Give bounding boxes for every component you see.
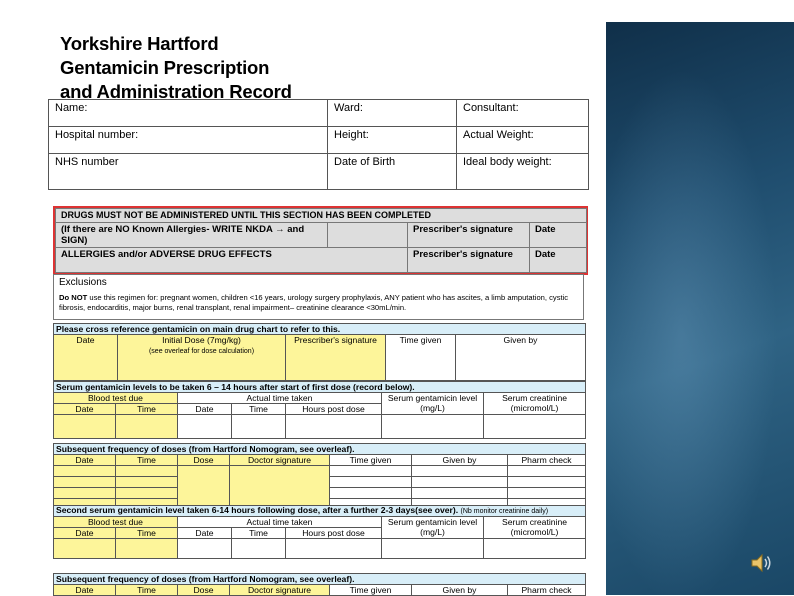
subsequent-doses-table-2 [53,573,586,596]
frequency-header-1: Subsequent frequency of doses (from Hartford Nomogram, see overleaf). [54,444,586,455]
level1-entry[interactable] [232,415,286,439]
ideal-weight-field[interactable]: Ideal body weight: [457,154,589,190]
taken-time-label: Time [232,404,286,415]
freq1-entry[interactable] [54,488,116,499]
name-field[interactable]: Name: [49,100,328,127]
allergies-date[interactable]: Date [530,248,587,273]
freq1-dose-entry[interactable] [178,466,230,510]
second-level-header-text: Second serum gentamicin level taken 6-14 hours following dose, after a further 2-3 days(see over). [56,505,459,515]
freq1-pharm-label: Pharm check [508,455,586,466]
allergies-prescriber-signature[interactable]: Prescriber's signature [408,248,530,273]
level1-entry[interactable] [116,415,178,439]
serum-gentamicin-label-2: Serum gentamicin level (mg/L) [382,517,484,539]
freq1-entry[interactable] [412,488,508,499]
serum-creatinine-label-2: Serum creatinine (micromol/L) [484,517,586,539]
exclusions-text [59,293,578,313]
freq1-dose-label: Dose [178,455,230,466]
due-date-label: Date [54,404,116,415]
freq1-entry[interactable] [508,477,586,488]
freq1-time-given-label: Time given [330,455,412,466]
initial-dose-cell[interactable] [118,335,286,381]
frequency-header-2: Subsequent frequency of doses (from Hartford Nomogram, see overleaf). [54,574,586,585]
consultant-field[interactable]: Consultant: [457,100,589,127]
height-field[interactable]: Height: [328,127,457,154]
level1-entry[interactable] [286,415,382,439]
second-level-table [53,505,586,559]
administration-warning: DRUGS MUST NOT BE ADMINISTERED UNTIL THIS SECTION HAS BEEN COMPLETED [56,209,587,223]
freq1-date-label: Date [54,455,116,466]
dob-field[interactable]: Date of Birth [328,154,457,190]
freq2-dose-label: Dose [178,585,230,596]
level2-entry[interactable] [382,539,484,559]
speaker-icon-graphic [750,552,774,574]
freq2-time-label: Time [116,585,178,596]
due-time-label-2: Time [116,528,178,539]
freq1-given-by-label: Given by [412,455,508,466]
dose-calculation-note: (see overleaf for dose calculation) [148,348,255,355]
initial-time-given-cell[interactable]: Time given [386,335,456,381]
initial-dose-header: Please cross reference gentamicin on main drug chart to refer to this. [54,324,586,335]
document-title [60,32,292,104]
level2-entry[interactable] [286,539,382,559]
nkda-instruction[interactable]: (If there are NO Known Allergies- WRITE NKDA → and SIGN) [56,223,328,248]
level2-entry[interactable] [484,539,586,559]
freq1-doctor-entry[interactable] [230,466,330,510]
title-line-1: Yorkshire Hartford [60,33,219,54]
taken-time-label-2: Time [232,528,286,539]
freq2-date-label: Date [54,585,116,596]
initial-dose-table [53,323,586,381]
freq1-entry[interactable] [116,477,178,488]
hours-post-dose-label-2: Hours post dose [286,528,382,539]
panel-gradient [606,22,794,595]
freq1-entry[interactable] [116,466,178,477]
level2-entry[interactable] [116,539,178,559]
nkda-prescriber-signature[interactable]: Prescriber's signature [408,223,530,248]
freq1-entry[interactable] [54,477,116,488]
freq1-doctor-label: Doctor signature [230,455,330,466]
nhs-number-field[interactable]: NHS number [49,154,328,190]
initial-prescriber-cell[interactable]: Prescriber's signature [286,335,386,381]
speaker-icon[interactable] [750,552,774,574]
patient-details-table [48,99,589,190]
actual-weight-field[interactable]: Actual Weight: [457,127,589,154]
slide-background-panel [606,0,794,595]
actual-time-label: Actual time taken [178,393,382,404]
due-date-label-2: Date [54,528,116,539]
freq1-entry[interactable] [508,466,586,477]
blood-test-due-label-2: Blood test due [54,517,178,528]
freq1-entry[interactable] [412,466,508,477]
freq1-entry[interactable] [330,466,412,477]
freq1-entry[interactable] [54,466,116,477]
exclusions-heading: Exclusions [59,277,107,288]
title-line-3: and Administration Record [60,81,292,102]
level2-entry[interactable] [178,539,232,559]
serum-creatinine-label: Serum creatinine (micromol/L) [484,393,586,415]
initial-dose-label: Initial Dose (7mg/kg) [162,335,241,345]
due-time-label: Time [116,404,178,415]
freq1-entry[interactable] [330,477,412,488]
level2-entry[interactable] [54,539,116,559]
subsequent-doses-table-1 [53,443,586,510]
level1-entry[interactable] [382,415,484,439]
taken-date-label-2: Date [178,528,232,539]
freq2-given-by-label: Given by [412,585,508,596]
actual-time-label-2: Actual time taken [178,517,382,528]
level1-entry[interactable] [54,415,116,439]
title-line-2: Gentamicin Prescription [60,57,270,78]
serum-gentamicin-label: Serum gentamicin level (mg/L) [382,393,484,415]
taken-date-label: Date [178,404,232,415]
initial-given-by-cell[interactable]: Given by [456,335,586,381]
freq2-pharm-label: Pharm check [508,585,586,596]
blood-test-due-label: Blood test due [54,393,178,404]
freq2-time-given-label: Time given [330,585,412,596]
level1-entry[interactable] [178,415,232,439]
panel-top-strip [606,0,794,22]
freq1-entry[interactable] [330,488,412,499]
freq1-entry[interactable] [508,488,586,499]
freq1-entry[interactable] [116,488,178,499]
first-level-table [53,381,586,439]
initial-date-cell[interactable]: Date [54,335,118,381]
second-level-header [54,506,586,517]
first-level-header: Serum gentamicin levels to be taken 6 – 14 hours after start of first dose (record below). [54,382,586,393]
level1-entry[interactable] [484,415,586,439]
exclusions-body: use this regimen for: pregnant women, children <16 years, urology surgery prophylaxis, ANY patient who has ascites, a limb amputation, cystic fibrosis, endocarditis, major burns, renal transplant, renal impairment– creatinine clearance <30mL/min. [59,293,569,312]
hours-post-dose-label: Hours post dose [286,404,382,415]
allergy-table [55,208,587,273]
do-not-label: Do NOT [59,293,88,302]
exclusions-box [53,274,584,320]
allergies-field[interactable]: ALLERGIES and/or ADVERSE DRUG EFFECTS [56,248,408,273]
drug-administration-section [53,206,588,275]
nkda-date[interactable]: Date [530,223,587,248]
freq1-entry[interactable] [412,477,508,488]
creatinine-monitor-note: (Nb monitor creatinine daily) [460,508,549,515]
hospital-number-field[interactable]: Hospital number: [49,127,328,154]
nkda-entry[interactable] [328,223,408,248]
ward-field[interactable]: Ward: [328,100,457,127]
level2-entry[interactable] [232,539,286,559]
freq1-time-label: Time [116,455,178,466]
freq2-doctor-label: Doctor signature [230,585,330,596]
